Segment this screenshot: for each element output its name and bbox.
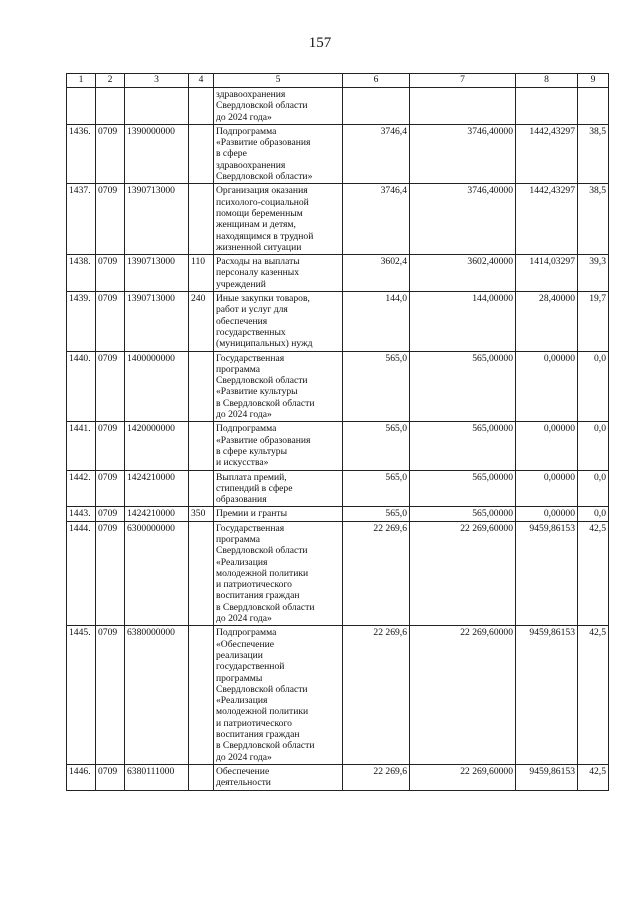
item-name-line: в Свердловской области xyxy=(216,740,315,752)
item-name xyxy=(214,351,343,422)
row-number: 1439. xyxy=(67,292,96,351)
approved-amount: 22 269,6 xyxy=(343,626,410,765)
item-name-line: женщинам и детям, xyxy=(216,219,296,231)
approved-amount: 565,0 xyxy=(343,422,410,470)
planned-amount: 565,00000 xyxy=(410,470,516,507)
target-article-code: 1390000000 xyxy=(125,124,189,183)
execution-percent xyxy=(578,88,609,125)
item-name xyxy=(214,88,343,125)
page-number: 157 xyxy=(308,35,332,51)
item-name xyxy=(214,470,343,507)
execution-percent: 38,5 xyxy=(578,124,609,183)
approved-amount: 565,0 xyxy=(343,351,410,422)
section-code: 0709 xyxy=(96,470,125,507)
planned-amount: 3746,40000 xyxy=(410,184,516,255)
item-name-line: Организация оказания xyxy=(216,185,308,197)
item-name-line: «Развитие образования xyxy=(216,137,311,149)
item-name-line: и патриотического xyxy=(216,717,292,729)
section-code: 0709 xyxy=(96,184,125,255)
expense-type-code xyxy=(189,184,214,255)
planned-amount: 22 269,60000 xyxy=(410,521,516,626)
expense-type-code xyxy=(189,422,214,470)
row-number: 1441. xyxy=(67,422,96,470)
section-code: 0709 xyxy=(96,351,125,422)
item-name-line: находящимся в трудной xyxy=(216,230,314,242)
execution-percent: 0,0 xyxy=(578,351,609,422)
item-name-line: (муниципальных) нужд xyxy=(216,338,313,350)
item-name-line: Подпрограмма xyxy=(216,627,277,639)
column-header: 1 xyxy=(67,74,96,88)
row-number: 1443. xyxy=(67,507,96,521)
item-name-line: Свердловской области xyxy=(216,100,308,112)
item-name-line: Государственная xyxy=(216,352,285,364)
executed-amount xyxy=(516,88,578,125)
item-name xyxy=(214,255,343,292)
item-name-line: образования xyxy=(216,494,267,506)
item-name-line: учреждений xyxy=(216,278,266,290)
item-name-line: до 2024 года» xyxy=(216,751,272,763)
item-name xyxy=(214,521,343,626)
item-name xyxy=(214,184,343,255)
item-name-line: государственной xyxy=(216,661,285,673)
approved-amount: 3602,4 xyxy=(343,255,410,292)
section-code: 0709 xyxy=(96,255,125,292)
expense-type-code xyxy=(189,351,214,422)
row-number: 1436. xyxy=(67,124,96,183)
planned-amount: 565,00000 xyxy=(410,351,516,422)
item-name-line: в сфере культуры xyxy=(216,445,288,457)
table-row xyxy=(67,422,609,470)
item-name-line: «Обеспечение xyxy=(216,638,274,650)
expense-type-code: 350 xyxy=(189,507,214,521)
target-article-code: 1390713000 xyxy=(125,184,189,255)
item-name-line: молодежной политики xyxy=(216,706,309,718)
planned-amount: 22 269,60000 xyxy=(410,764,516,790)
item-name xyxy=(214,292,343,351)
planned-amount xyxy=(410,88,516,125)
table-row xyxy=(67,351,609,422)
expense-type-code: 240 xyxy=(189,292,214,351)
planned-amount: 3746,40000 xyxy=(410,124,516,183)
target-article-code: 1390713000 xyxy=(125,292,189,351)
executed-amount: 0,00000 xyxy=(516,507,578,521)
execution-percent: 38,5 xyxy=(578,184,609,255)
section-code: 0709 xyxy=(96,764,125,790)
item-name-line: в сфере xyxy=(216,148,247,160)
row-number: 1440. xyxy=(67,351,96,422)
approved-amount: 3746,4 xyxy=(343,184,410,255)
item-name-line: в Свердловской области xyxy=(216,397,315,409)
approved-amount xyxy=(343,88,410,125)
item-name-line: до 2024 года» xyxy=(216,613,272,625)
column-header: 3 xyxy=(125,74,189,88)
expense-type-code xyxy=(189,521,214,626)
item-name-line: и патриотического xyxy=(216,579,292,591)
item-name-line: в Свердловской области xyxy=(216,601,315,613)
execution-percent: 0,0 xyxy=(578,470,609,507)
item-name-line: до 2024 года» xyxy=(216,409,272,421)
budget-table xyxy=(66,73,609,791)
row-number: 1444. xyxy=(67,521,96,626)
item-name-line: персоналу казенных xyxy=(216,267,300,279)
item-name-line: реализации xyxy=(216,649,263,661)
item-name-line: Свердловской области xyxy=(216,683,308,695)
planned-amount: 565,00000 xyxy=(410,422,516,470)
row-number: 1437. xyxy=(67,184,96,255)
executed-amount: 28,40000 xyxy=(516,292,578,351)
item-name-line: деятельности xyxy=(216,777,271,789)
item-name-line: и искусства» xyxy=(216,457,269,469)
item-name-line: Обеспечение xyxy=(216,765,270,777)
item-name-line: программы xyxy=(216,672,263,684)
item-name-line: обеспечения xyxy=(216,315,268,327)
item-name-line: Премии и гранты xyxy=(216,508,288,520)
row-number: 1446. xyxy=(67,764,96,790)
item-name xyxy=(214,124,343,183)
approved-amount: 22 269,6 xyxy=(343,764,410,790)
expense-type-code xyxy=(189,470,214,507)
item-name-line: государственных xyxy=(216,326,286,338)
item-name-line: жизненной ситуации xyxy=(216,241,302,253)
item-name-line: Свердловской области xyxy=(216,545,308,557)
table-header-row xyxy=(67,74,609,88)
item-name xyxy=(214,764,343,790)
target-article-code: 6380111000 xyxy=(125,764,189,790)
table-row xyxy=(67,255,609,292)
target-article-code xyxy=(125,88,189,125)
executed-amount: 9459,86153 xyxy=(516,521,578,626)
item-name-line: Подпрограмма xyxy=(216,423,277,435)
row-number: 1442. xyxy=(67,470,96,507)
execution-percent: 42,5 xyxy=(578,764,609,790)
execution-percent: 42,5 xyxy=(578,521,609,626)
section-code: 0709 xyxy=(96,507,125,521)
item-name-line: Свердловской области» xyxy=(216,171,313,183)
section-code: 0709 xyxy=(96,521,125,626)
table-row xyxy=(67,292,609,351)
expense-type-code xyxy=(189,88,214,125)
execution-percent: 42,5 xyxy=(578,626,609,765)
column-header: 7 xyxy=(410,74,516,88)
item-name xyxy=(214,507,343,521)
approved-amount: 144,0 xyxy=(343,292,410,351)
item-name-line: Государственная xyxy=(216,522,285,534)
executed-amount: 1442,43297 xyxy=(516,124,578,183)
approved-amount: 565,0 xyxy=(343,507,410,521)
column-header: 2 xyxy=(96,74,125,88)
row-number: 1445. xyxy=(67,626,96,765)
item-name-line: Иные закупки товаров, xyxy=(216,293,310,305)
expense-type-code xyxy=(189,626,214,765)
column-header: 8 xyxy=(516,74,578,88)
item-name-line: Подпрограмма xyxy=(216,125,277,137)
target-article-code: 1420000000 xyxy=(125,422,189,470)
section-code: 0709 xyxy=(96,292,125,351)
executed-amount: 0,00000 xyxy=(516,351,578,422)
row-number xyxy=(67,88,96,125)
item-name-line: «Развитие образования xyxy=(216,434,311,446)
table-row xyxy=(67,124,609,183)
row-number: 1438. xyxy=(67,255,96,292)
column-header: 6 xyxy=(343,74,410,88)
approved-amount: 565,0 xyxy=(343,470,410,507)
executed-amount: 9459,86153 xyxy=(516,626,578,765)
item-name-line: стипендий в сфере xyxy=(216,482,293,494)
table-row xyxy=(67,521,609,626)
planned-amount: 144,00000 xyxy=(410,292,516,351)
column-header: 9 xyxy=(578,74,609,88)
item-name-line: «Реализация xyxy=(216,556,268,568)
execution-percent: 19,7 xyxy=(578,292,609,351)
item-name-line: «Развитие культуры xyxy=(216,386,298,398)
execution-percent: 0,0 xyxy=(578,422,609,470)
item-name-line: до 2024 года» xyxy=(216,111,272,123)
execution-percent: 0,0 xyxy=(578,507,609,521)
executed-amount: 0,00000 xyxy=(516,470,578,507)
table-row xyxy=(67,470,609,507)
executed-amount: 1414,03297 xyxy=(516,255,578,292)
section-code: 0709 xyxy=(96,124,125,183)
item-name-line: работ и услуг для xyxy=(216,304,288,316)
expense-type-code xyxy=(189,764,214,790)
item-name-line: здравоохранения xyxy=(216,159,286,171)
item-name-line: Свердловской области xyxy=(216,375,308,387)
item-name-line: Расходы на выплаты xyxy=(216,256,300,268)
item-name-line: «Реализация xyxy=(216,695,268,707)
execution-percent: 39,3 xyxy=(578,255,609,292)
table-row xyxy=(67,764,609,790)
planned-amount: 565,00000 xyxy=(410,507,516,521)
target-article-code: 6300000000 xyxy=(125,521,189,626)
table-row xyxy=(67,88,609,125)
target-article-code: 1424210000 xyxy=(125,507,189,521)
item-name-line: воспитания граждан xyxy=(216,590,300,602)
table-row xyxy=(67,626,609,765)
target-article-code: 1424210000 xyxy=(125,470,189,507)
column-header: 4 xyxy=(189,74,214,88)
target-article-code: 1400000000 xyxy=(125,351,189,422)
section-code xyxy=(96,88,125,125)
executed-amount: 0,00000 xyxy=(516,422,578,470)
planned-amount: 22 269,60000 xyxy=(410,626,516,765)
section-code: 0709 xyxy=(96,422,125,470)
item-name-line: помощи беременным xyxy=(216,207,303,219)
table-row xyxy=(67,184,609,255)
executed-amount: 9459,86153 xyxy=(516,764,578,790)
planned-amount: 3602,40000 xyxy=(410,255,516,292)
expense-type-code xyxy=(189,124,214,183)
item-name-line: молодежной политики xyxy=(216,567,309,579)
item-name-line: Выплата премий, xyxy=(216,471,287,483)
expense-type-code: 110 xyxy=(189,255,214,292)
item-name-line: программа xyxy=(216,363,261,375)
executed-amount: 1442,43297 xyxy=(516,184,578,255)
item-name xyxy=(214,422,343,470)
item-name-line: психолого-социальной xyxy=(216,196,309,208)
item-name xyxy=(214,626,343,765)
approved-amount: 3746,4 xyxy=(343,124,410,183)
item-name-line: программа xyxy=(216,533,261,545)
table-row xyxy=(67,507,609,521)
item-name-line: воспитания граждан xyxy=(216,729,300,741)
target-article-code: 6380000000 xyxy=(125,626,189,765)
section-code: 0709 xyxy=(96,626,125,765)
item-name-line: здравоохранения xyxy=(216,89,286,100)
target-article-code: 1390713000 xyxy=(125,255,189,292)
column-header: 5 xyxy=(214,74,343,88)
approved-amount: 22 269,6 xyxy=(343,521,410,626)
